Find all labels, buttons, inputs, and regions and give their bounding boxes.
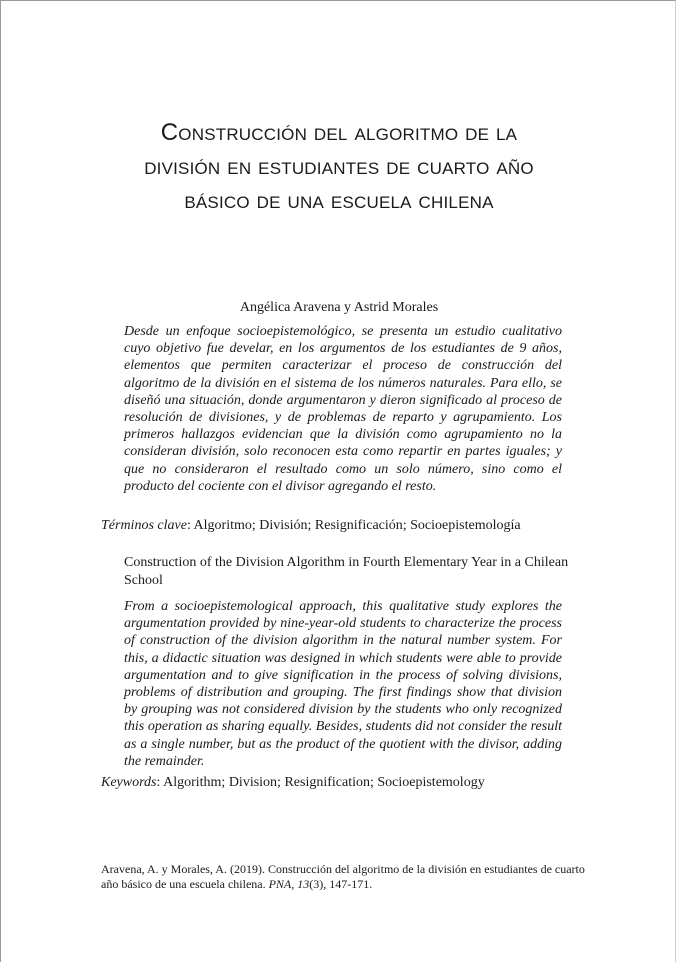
keywords-spanish — [101, 517, 581, 535]
paper-title — [61, 116, 617, 218]
keywords-spanish-label: Términos clave — [101, 518, 187, 533]
abstract-english: From a socioepistemological approach, this qualitative study explores the argumentation provided by nine-year-old students to characterize the process of construction of the division algorithm in the natural number system. For this, a didactic situation was designed in which students were able to provide argumentation and to give signification in the process of solving divisions, problems of distribution and grouping. The first findings show that division by grouping was not considered division by the students who only recognized this operation as sharing equally. Besides, students did not consider the result as a single number, but as the product of the quotient with the divisor, adding the remainder. — [124, 599, 562, 769]
paper-title-line-2: división en estudiantes de cuarto año — [144, 153, 534, 180]
keywords-spanish-terms: Algoritmo; División; Resignificación; Socioepistemología — [190, 518, 521, 533]
citation-volume: 13 — [297, 877, 310, 891]
english-title: Construction of the Division Algorithm in Fourth Elementary Year in a Chilean School — [124, 555, 569, 588]
citation-journal: PNA, — [268, 877, 295, 891]
keywords-english-terms: Algorithm; Division; Resignification; Socioepistemology — [160, 775, 485, 790]
paper-title-line-3: básico de una escuela chilena — [184, 187, 494, 214]
citation-footer — [101, 862, 601, 892]
author-list: Angélica Aravena y Astrid Morales — [239, 300, 439, 315]
citation-issue-pages: (3), 147-171. — [309, 877, 373, 891]
keywords-spanish-separator: : — [186, 518, 191, 533]
keywords-english — [101, 774, 581, 792]
keywords-english-separator: : — [156, 775, 161, 790]
paper-title-line-1: Construcción del algoritmo de la — [160, 119, 518, 146]
citation-text: Aravena, A. y Morales, A. (2019). Construcción del algoritmo de la división en estudiantes de cuarto año básico de una escuela chilena. — [101, 862, 585, 891]
keywords-english-label: Keywords — [101, 775, 157, 790]
abstract-spanish: Desde un enfoque socioepistemológico, se presenta un estudio cualitativo cuyo objetivo fue develar, en los argumentos de los estudiantes de 9 años, elementos que permiten caracterizar el proceso de construcción del algoritmo de la división en el sistema de los números naturales. Para ello, se diseñó una situación, donde argumentaron y dieron significado al proceso de resolución de divisiones, y de problemas de reparto y agrupamiento. Los primeros hallazgos evidencian que la división como agrupamiento no la consideran división, solo reconocen esta como repartir en partes iguales; y que no consideraron el resultado como un solo número, sino como el producto del cociente con el divisor agregando el resto. — [124, 324, 562, 494]
